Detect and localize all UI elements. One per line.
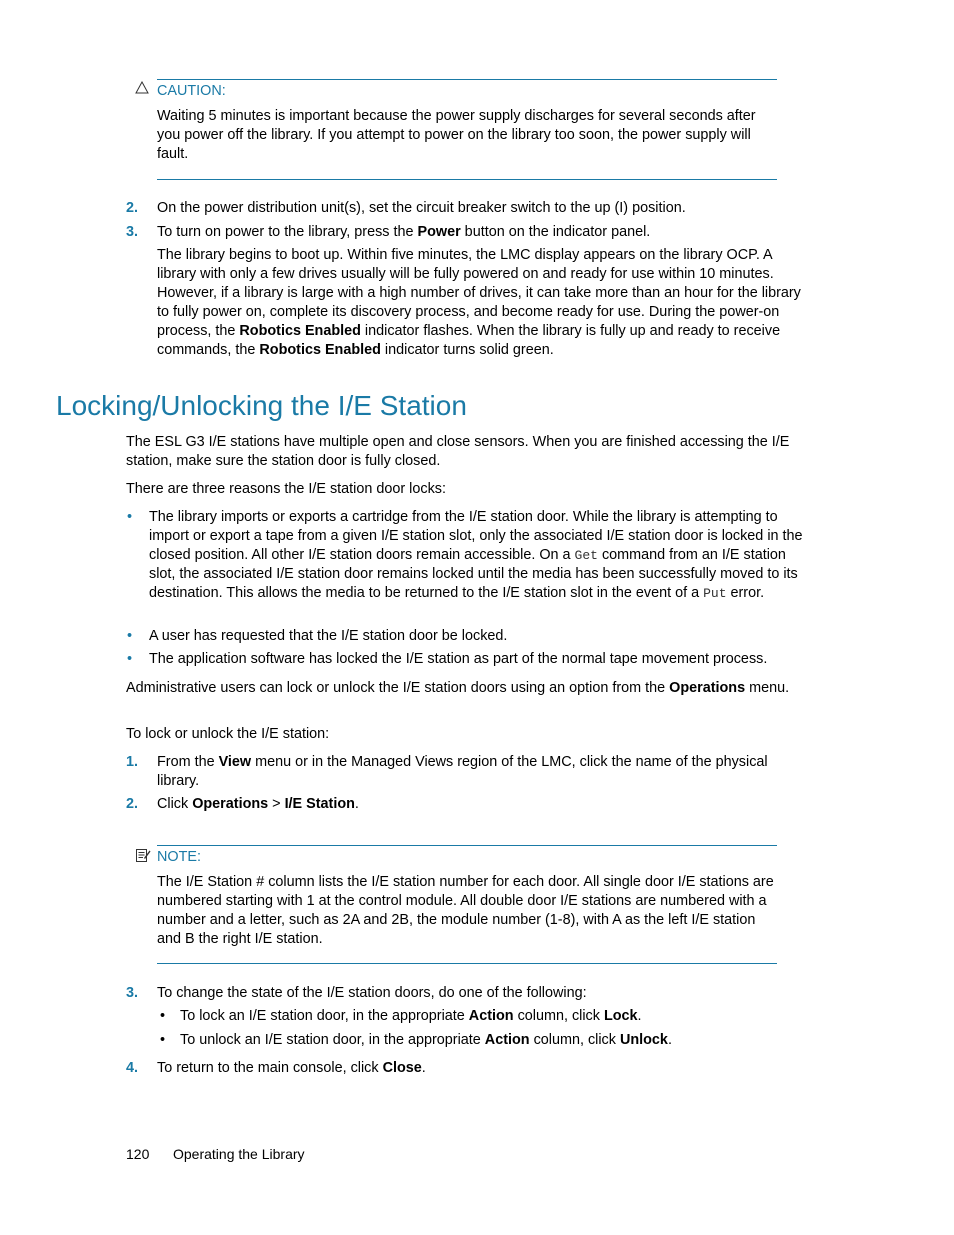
step-number: 3. <box>126 985 139 1001</box>
bullet-icon: • <box>127 509 133 525</box>
step-number: 4. <box>126 1060 139 1076</box>
procedure-intro: To lock or unlock the I/E station: <box>126 726 330 742</box>
step-text: Click Operations > I/E Station. <box>157 796 359 812</box>
bullet-icon: • <box>127 651 133 667</box>
note-top-rule <box>157 845 777 846</box>
note-icon <box>135 847 151 863</box>
sub-step-text: To lock an I/E station door, in the appropriate Action column, click Lock. <box>180 1008 642 1024</box>
admin-paragraph: Administrative users can lock or unlock the I/E station doors using an option from the Operations menu. <box>126 680 790 696</box>
intro-paragraph: The ESL G3 I/E stations have multiple open and close sensors. When you are finished accessing the I/E station, make sure the station door is fully closed. <box>126 434 790 469</box>
note-text: The I/E Station # column lists the I/E station number for each door. All single door I/E stations are numbered starting with 1 at the control module. All double door I/E stations are numbered with a number and a letter, such as 2A and 2B, the module number (1-8), with A as the left I/E station and B the right I/E station. <box>157 874 774 947</box>
page-number: 120 <box>126 1146 150 1162</box>
bullet-icon: • <box>127 628 133 644</box>
caution-label: CAUTION: <box>157 83 226 99</box>
step-number: 2. <box>126 200 139 216</box>
step-number: 2. <box>126 796 139 812</box>
step-text: To return to the main console, click Close. <box>157 1060 426 1076</box>
note-bottom-rule <box>157 963 777 964</box>
caution-text: Waiting 5 minutes is important because the power supply discharges for several seconds after you power off the library. If you attempt to power on the library too soon, the power supply will fault. <box>157 108 756 162</box>
step-text: To turn on power to the library, press the Power button on the indicator panel. <box>157 224 651 240</box>
step-text: On the power distribution unit(s), set the circuit breaker switch to the up (I) position. <box>157 200 686 216</box>
sub-bullet-icon: • <box>160 1032 166 1048</box>
caution-bottom-rule <box>157 179 777 180</box>
caution-top-rule <box>157 79 777 80</box>
section-title: Locking/Unlocking the I/E Station <box>56 390 467 421</box>
reason-item: A user has requested that the I/E station door be locked. <box>149 628 508 644</box>
reasons-intro: There are three reasons the I/E station door locks: <box>126 481 446 497</box>
step-number: 3. <box>126 224 139 240</box>
step-text: From the View menu or in the Managed Views region of the LMC, click the name of the physical library. <box>157 754 768 789</box>
sub-step-text: To unlock an I/E station door, in the appropriate Action column, click Unlock. <box>180 1032 672 1048</box>
step-text: To change the state of the I/E station doors, do one of the following: <box>157 985 587 1001</box>
note-label: NOTE: <box>157 849 201 865</box>
reason-item: The library imports or exports a cartridge from the I/E station door. While the library is attempting to import or export a tape from a given I/E station slot, only the associated I/E station door is locked in the closed position. All other I/E station doors remain accessible. On a Get command from an I/E station slot, the associated I/E station door remains locked until the media has been successfully moved to its destination. This allows the media to be returned to the I/E station slot in the event of a Put error. <box>149 509 803 601</box>
reason-item: The application software has locked the I/E station as part of the normal tape movement process. <box>149 651 768 667</box>
boot-paragraph: The library begins to boot up. Within five minutes, the LMC display appears on the library OCP. A library with only a few drives usually will be fully powered on and ready for use within 10 minutes. However, if a library is large with a high number of drives, it can take more than an hour for the library to fully power on, complete its discovery process, and become ready for use. During the power-on process, the Robotics Enabled indicator flashes. When the library is fully up and ready to receive commands, the Robotics Enabled indicator turns solid green. <box>157 247 801 358</box>
footer-chapter-title: Operating the Library <box>173 1146 305 1162</box>
warning-triangle-icon <box>135 81 149 95</box>
step-number: 1. <box>126 754 139 770</box>
sub-bullet-icon: • <box>160 1008 166 1024</box>
